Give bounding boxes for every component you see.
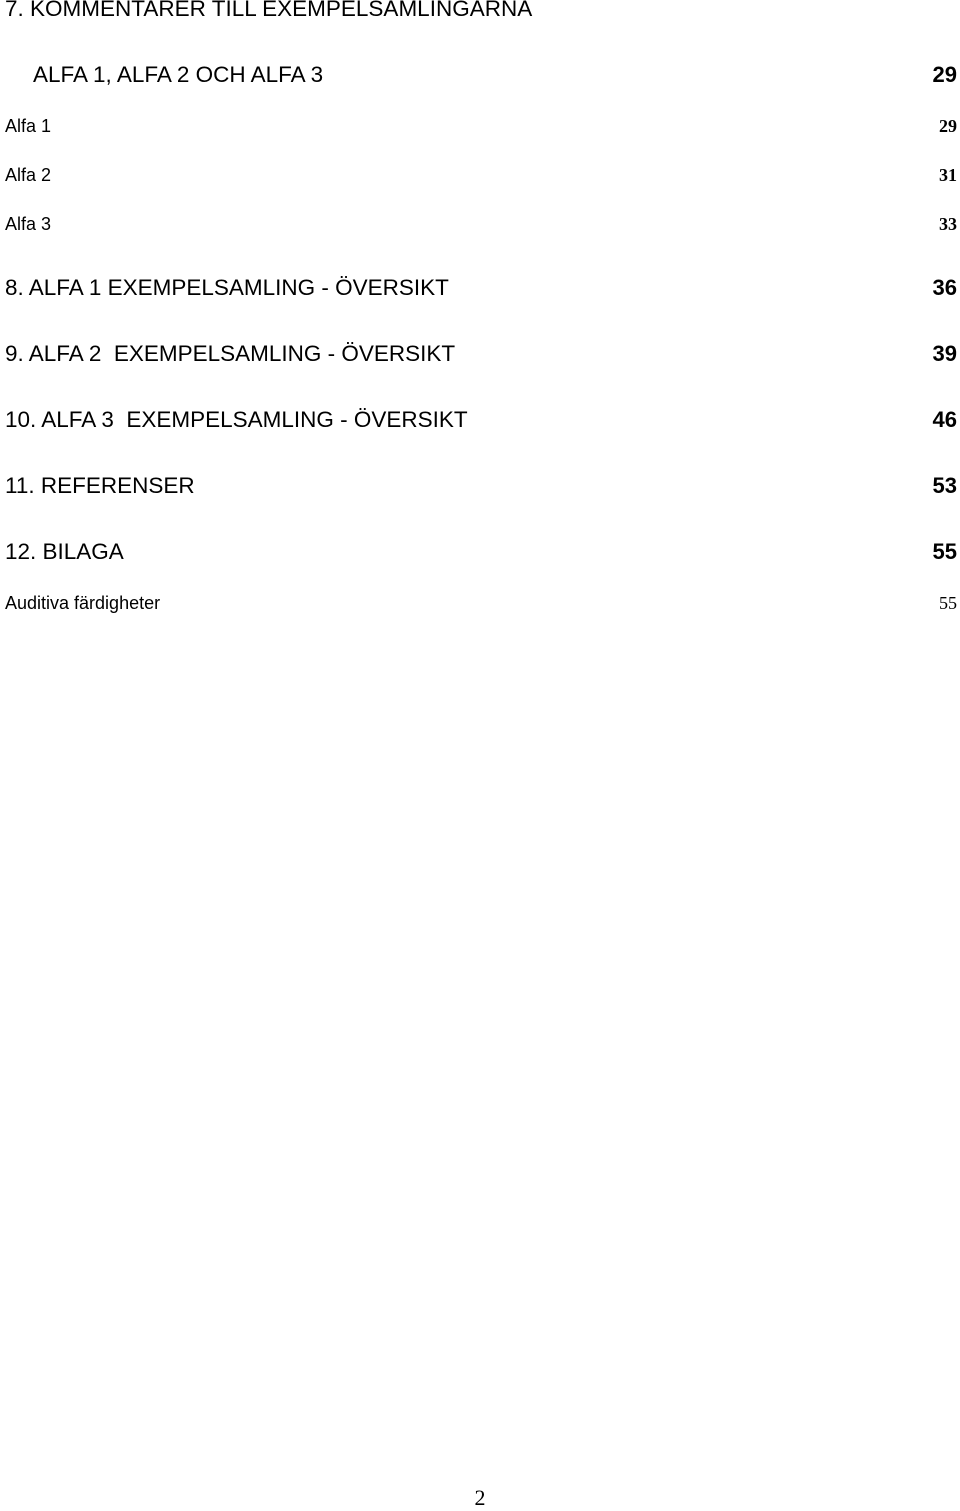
toc-entry-label: ALFA 1, ALFA 2 OCH ALFA 3 [33,62,324,87]
toc-entry-label: Alfa 1 [5,116,52,136]
toc-entry-alfa-1-2-3[interactable] [5,62,957,88]
toc-entry-chapter-8[interactable] [5,275,957,301]
toc-entry-page: 36 [932,275,957,300]
toc-entry-chapter-9[interactable] [5,341,957,367]
toc-entry-page: 55 [939,593,957,613]
toc-entry-alfa-1[interactable] [5,116,957,137]
toc-entry-alfa-3[interactable] [5,214,957,235]
toc-entry-chapter-12[interactable] [5,539,957,565]
toc-entry-page: 53 [932,473,957,498]
toc-entry-page: 46 [932,407,957,432]
toc-entry-page: 29 [932,62,957,87]
toc-entry-label: 11. REFERENSER [5,473,195,498]
toc-entry-page: 33 [939,214,957,234]
toc-heading-7[interactable] [5,0,957,22]
toc-entry-label: 10. ALFA 3 EXEMPELSAMLING - ÖVERSIKT [5,407,468,432]
toc-entry-page: 29 [939,116,957,136]
toc-entry-chapter-10[interactable] [5,407,957,433]
toc-entry-label: Alfa 3 [5,214,52,234]
toc-entry-alfa-2[interactable] [5,165,957,186]
toc-entry-label: Alfa 2 [5,165,52,185]
toc-entry-label: 12. BILAGA [5,539,124,564]
toc-entry-label: 8. ALFA 1 EXEMPELSAMLING - ÖVERSIKT [5,275,449,300]
toc-entry-auditiva[interactable] [5,593,957,614]
toc-entry-page: 39 [932,341,957,366]
toc-entry-chapter-11[interactable] [5,473,957,499]
toc-entry-label: 9. ALFA 2 EXEMPELSAMLING - ÖVERSIKT [5,341,456,366]
toc-entry-page: 55 [932,539,957,564]
toc-heading-label: 7. KOMMENTARER TILL EXEMPELSAMLINGARNA [5,0,533,21]
toc-entry-label: Auditiva färdigheter [5,593,161,613]
page-number: 2 [474,1485,486,1510]
toc-entry-page: 31 [939,165,957,185]
